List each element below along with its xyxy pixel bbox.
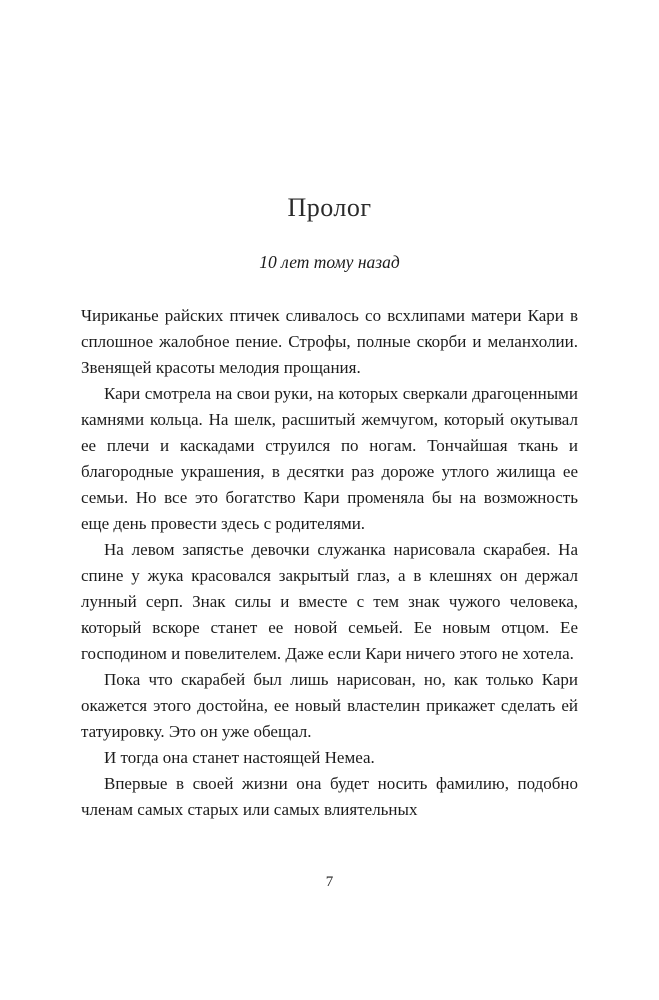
paragraph: Чириканье райских птичек сливалось со всхлипами матери Кари в сплошное жалобное пение. Строфы, полные скорби и меланхолии. Звенящей красоты мелодия прощания. [81, 306, 578, 377]
body-text [81, 303, 578, 823]
paragraph: Кари смотрела на свои руки, на которых сверкали драгоценными камнями кольца. На шелк, расшитый жемчугом, который окутывал ее плечи и каскадами струился по ногам. Тончайшая ткань и благородные украшения, в десятки раз дороже утлого жилища ее семьи. Но все это богатство Кари променяла бы на возможность еще день провести здесь с родителями. [81, 384, 578, 533]
page-number: 7 [325, 874, 334, 890]
chapter-subtitle: 10 лет тому назад [259, 252, 400, 272]
paragraph: Пока что скарабей был лишь нарисован, но, как только Кари окажется этого достойна, ее новый властелин прикажет сделать ей татуировку. Это он уже обещал. [81, 670, 578, 741]
chapter-title: Пролог [287, 193, 372, 222]
paragraph: На левом запястье девочки служанка нарисовала скарабея. На спине у жука красовался закрытый глаз, а в клешнях он держал лунный серп. Знак силы и вместе с тем знак чужого человека, который вскоре станет ее новой семьей. Ее новым отцом. Ее господином и повелителем. Даже если Кари ничего этого не хотела. [81, 540, 578, 663]
paragraph: Впервые в своей жизни она будет носить фамилию, подобно членам самых старых или самых влиятельных [81, 774, 578, 819]
paragraph: И тогда она станет настоящей Немеа. [104, 748, 375, 767]
